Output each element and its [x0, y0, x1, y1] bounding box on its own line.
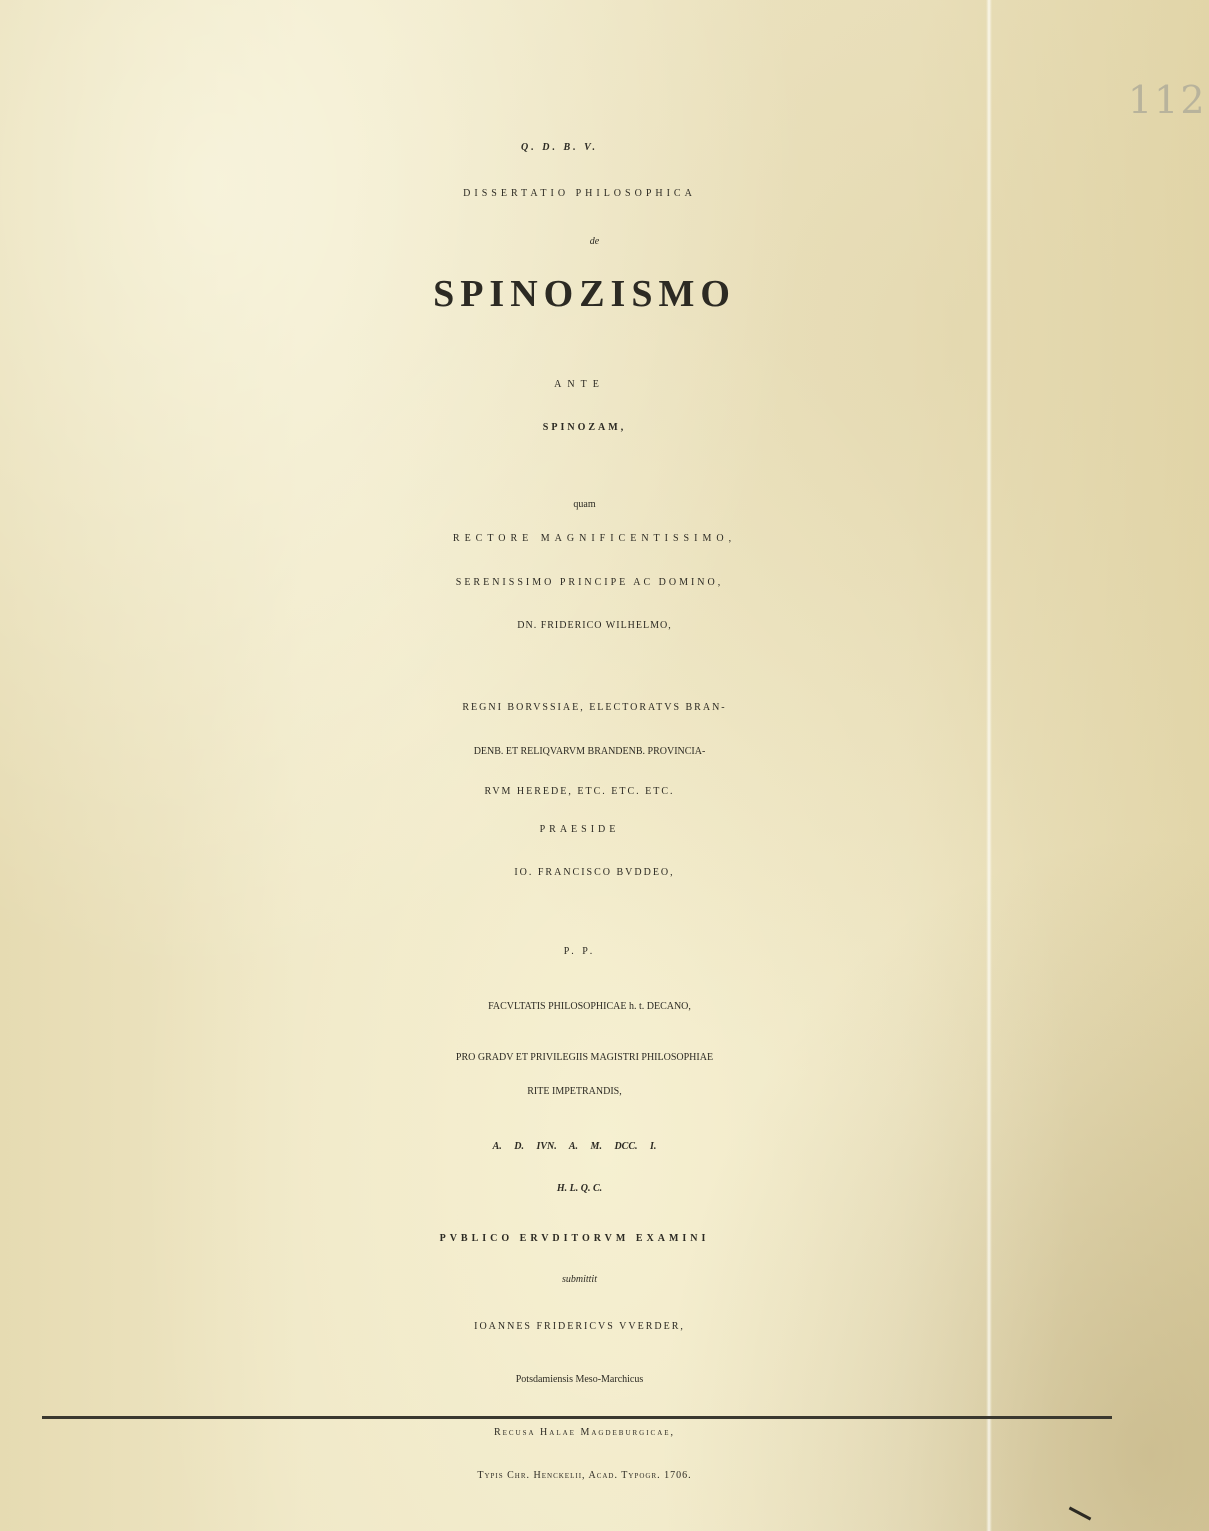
margin-note: 112 — [1128, 78, 1207, 122]
place-line: H. L. Q. C. — [556, 1183, 603, 1194]
imprint-line-2: Typis Chr. Henckelii, Acad. Typogr. 1706. — [477, 1470, 692, 1481]
titles-line-3: RVM HEREDE, ETC. ETC. ETC. — [484, 786, 675, 797]
prince-name: DN. FRIDERICO WILHELMO, — [517, 620, 672, 631]
invocation: Q. D. B. V. — [521, 142, 598, 153]
praeside-label: PRAESIDE — [539, 824, 620, 835]
quam-label: quam — [573, 499, 596, 510]
title-main: SPINOZISMO — [433, 273, 736, 315]
title-second: SPINOZAM, — [542, 422, 627, 433]
faculty-line: FACVLTATIS PHILOSOPHICAE h. t. DECANO, — [488, 1001, 691, 1012]
page-fold — [986, 0, 992, 1531]
submittit-label: submittit — [561, 1274, 597, 1285]
de-label: de — [589, 236, 600, 247]
ante-label: ANTE — [554, 379, 605, 390]
date-line: A. D. IVN. A. M. DCC. I. — [492, 1141, 657, 1152]
horizontal-rule — [42, 1416, 1112, 1419]
degree-line-1: PRO GRADV ET PRIVILEGIIS MAGISTRI PHILOSOPHIAE — [455, 1052, 714, 1063]
rector-line: RECTORE MAGNIFICENTISSIMO, — [452, 533, 737, 544]
corner-mark — [1069, 1507, 1092, 1521]
degree-line-2: RITE IMPETRANDIS, — [527, 1086, 622, 1097]
prince-line: SERENISSIMO PRINCIPE AC DOMINO, — [455, 577, 724, 588]
respondent-origin: Potsdamiensis Meso-Marchicus — [515, 1374, 644, 1385]
respondent-name: IOANNES FRIDERICVS VVERDER, — [474, 1321, 685, 1332]
titles-line-1: REGNI BORVSSIAE, ELECTORATVS BRAN- — [462, 702, 727, 713]
titles-line-2: DENB. ET RELIQVARVM BRANDENB. PROVINCIA- — [473, 746, 706, 757]
pp-label: P. P. — [563, 946, 596, 957]
examini-line: PVBLICO ERVDITORVM EXAMINI — [439, 1233, 710, 1244]
praeses-name: IO. FRANCISCO BVDDEO, — [514, 867, 675, 878]
dissertation-type: DISSERTATIO PHILOSOPHICA — [463, 188, 696, 199]
imprint-line-1: Recusa Halae Magdeburgicae, — [493, 1427, 676, 1438]
